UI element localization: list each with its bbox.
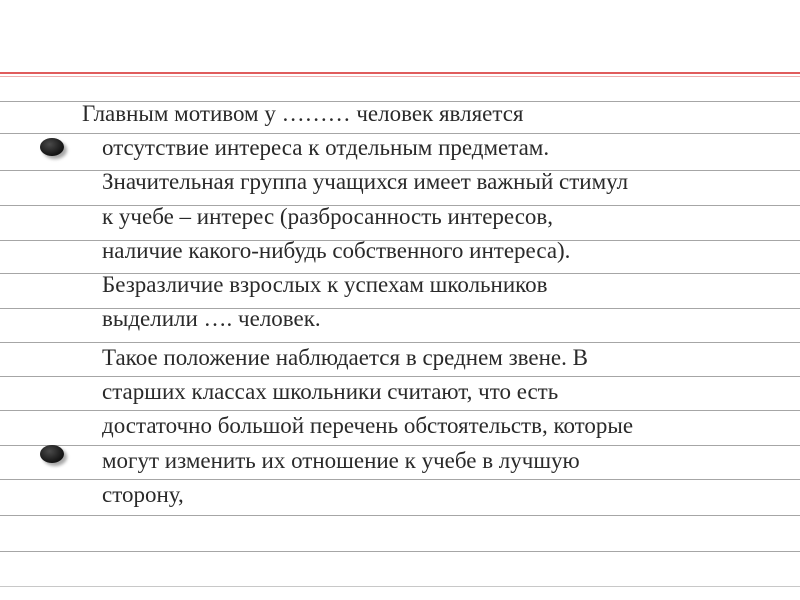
paragraph1-line: выделили …. человек. (102, 306, 321, 331)
paragraph2-line: старших классах школьники считают, что есть (102, 379, 559, 404)
paragraph1-line: наличие какого-нибудь собственного интереса). (102, 238, 571, 263)
paragraph2-line: сторону, (102, 482, 184, 507)
paragraph2-line: могут изменить их отношение к учебе в лучшую (102, 448, 580, 473)
paragraph1-line: отсутствие интереса к отдельным предметам. (102, 135, 550, 160)
bullet-1-icon (40, 138, 64, 156)
notebook-line (0, 586, 800, 587)
header-red-rule-thin (0, 76, 800, 77)
header-red-rule (0, 72, 800, 74)
paragraph1-line: Главным мотивом у ……… человек является (82, 101, 524, 126)
notebook-line (0, 515, 800, 516)
paragraph1-line: Безразличие взрослых к успехам школьников (102, 272, 548, 297)
notebook-line (0, 551, 800, 552)
paragraph1-line: Значительная группа учащихся имеет важный стимул (102, 169, 629, 194)
paragraph2-line: Такое положение наблюдается в среднем звене. В (102, 345, 588, 370)
bullet-2-icon (40, 445, 64, 463)
paragraph1-line: к учебе – интерес (разбросанность интересов, (102, 204, 554, 229)
paragraph2-line: достаточно большой перечень обстоятельств, которые (102, 413, 634, 438)
